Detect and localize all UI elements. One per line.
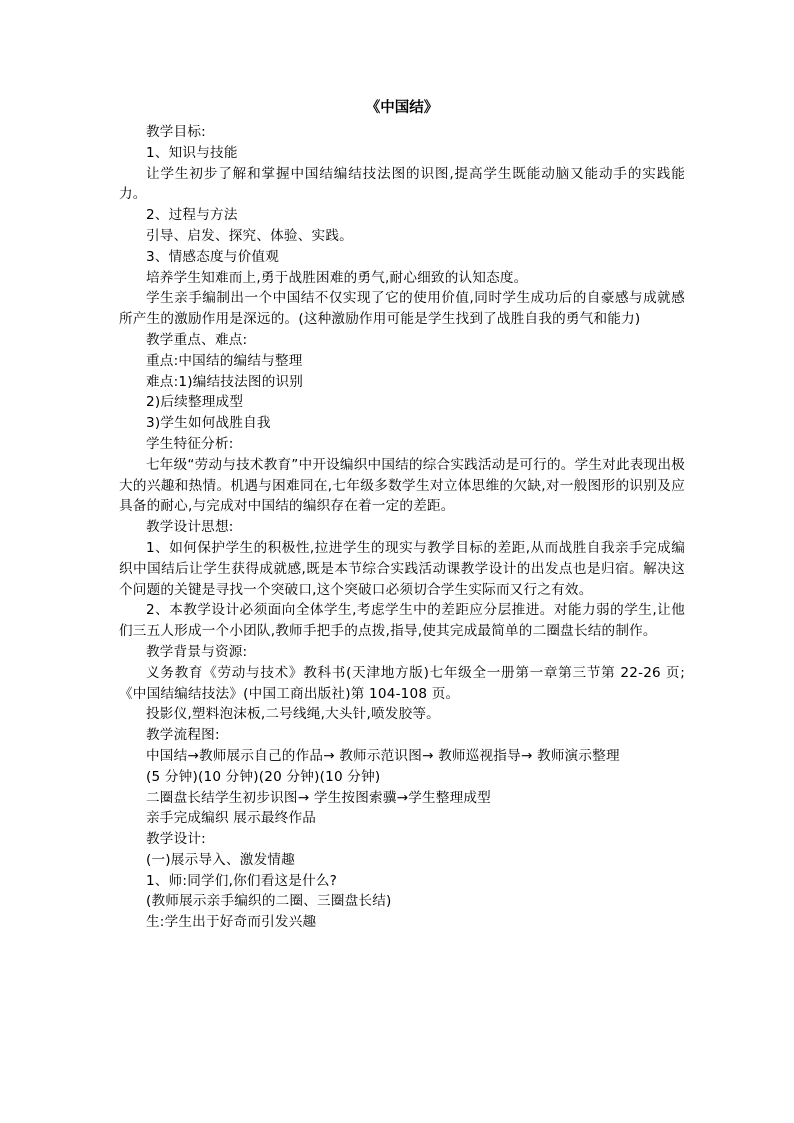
paragraph: 学生亲手编制出一个中国结不仅实现了它的使用价值,同时学生成功后的自豪感与成就感所产生的激励作用是深远的。(这种激励作用可能是学生找到了战胜自我的勇气和能力) [119, 290, 685, 328]
paragraph: 2、过程与方法 [146, 207, 238, 224]
paragraph: 培养学生知难而上,勇于战胜困难的勇气,耐心细致的认知态度。 [146, 269, 528, 286]
paragraph: (一)展示导入、激发情趣 [146, 851, 295, 868]
paragraph: 1、知识与技能 [146, 144, 238, 161]
paragraph: 教学设计思想: [146, 519, 234, 536]
paragraph: 2、本教学设计必须面向全体学生,考虑学生中的差距应分层推进。对能力弱的学生,让他们三五人形成一个小团队,教师手把手的点拨,指导,使其完成最简单的二圈盘长结的制作。 [119, 602, 685, 640]
paragraph: 3)学生如何战胜自我 [146, 415, 271, 432]
paragraph: 投影仪,塑料泡沫板,二号线绳,大头针,喷发胶等。 [146, 706, 440, 723]
paragraph: 难点:1)编结技法图的识别 [146, 373, 304, 390]
paragraph: 义务教育《劳动与技术》教科书(天津地方版)七年级全一册第一章第三节第 22-26 页;《中国结编结技法》(中国工商出版社)第 104-108 页。 [119, 664, 685, 702]
paragraph: 教学设计: [146, 831, 206, 848]
paragraph: 教学目标: [146, 124, 206, 140]
paragraph: (5 分钟)(10 分钟)(20 分钟)(10 分钟) [146, 768, 381, 785]
paragraph: 中国结→教师展示自己的作品→ 教师示范识图→ 教师巡视指导→ 教师演示整理 [146, 747, 620, 764]
document-title: 《中国结》 [365, 100, 439, 116]
paragraph: 引导、启发、探究、体验、实践。 [146, 227, 353, 244]
paragraph: 教学背景与资源: [146, 643, 248, 660]
paragraph: 重点:中国结的编结与整理 [146, 352, 303, 369]
paragraph: 生:学生出于好奇而引发兴趣 [146, 914, 317, 931]
document-page [119, 98, 685, 933]
paragraph: 1、如何保护学生的积极性,拉进学生的现实与教学目标的差距,从而战胜自我亲手完成编织中国结后让学生获得成就感,既是本节综合实践活动课教学设计的出发点也是归宿。解决这个问题的关键是寻找一个突破口,这个突破口必须切合学生实际而又行之有效。 [119, 539, 685, 598]
paragraph: 二圈盘长结学生初步识图→ 学生按图索骥→学生整理成型 [146, 789, 491, 806]
paragraph: 3、情感态度与价值观 [146, 248, 279, 265]
document-body [119, 122, 685, 933]
paragraph: 教学流程图: [146, 727, 220, 744]
paragraph: 让学生初步了解和掌握中国结编结技法图的识图,提高学生既能动脑又能动手的实践能力。 [119, 165, 685, 203]
paragraph: 七年级“劳动与技术教育”中开设编织中国结的综合实践活动是可行的。学生对此表现出极大的兴趣和热情。机遇与困难同在,七年级多数学生对立体思维的欠缺,对一般图形的识别及应具备的耐心,与完成对中国结的编织存在着一定的差距。 [119, 456, 685, 515]
paragraph: 教学重点、难点: [146, 331, 248, 348]
paragraph: 亲手完成编织 展示最终作品 [146, 810, 317, 827]
paragraph: 1、师:同学们,你们看这是什么? [146, 872, 338, 889]
paragraph: 学生特征分析: [146, 435, 234, 452]
paragraph: (教师展示亲手编织的二圈、三圈盘长结) [146, 893, 392, 910]
paragraph: 2)后续整理成型 [146, 394, 244, 411]
